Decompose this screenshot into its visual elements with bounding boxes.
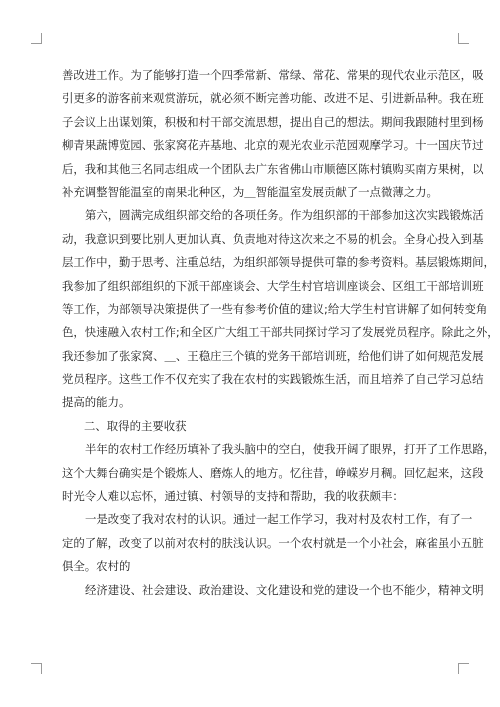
text-line: 我还参加了张家窝、＿、王稳庄三个镇的党务干部培训班，给他们讲了如何规范发展	[62, 348, 484, 363]
text-line: 时光令人难以忘怀，通过镇、村领导的支持和帮助，我的收获颇丰：	[62, 489, 404, 504]
text-line: 定的了解，改变了以前对农村的肤浅认识。一个农村就是一个小社会，麻雀虽小五脏	[62, 535, 484, 550]
text-line: 色，快速融入农村工作;和全区广大组工干部共同探讨学习了发展党员程序。除此之外，	[62, 325, 499, 340]
text-line: 我参加了组织部组织的下派干部座谈会、大学生村官培训座谈会、区组工干部培训班	[62, 278, 484, 293]
section-heading: 二、取得的主要收获	[84, 418, 187, 433]
bottom-left-margin-mark	[31, 663, 42, 674]
top-left-margin-mark	[31, 33, 42, 44]
text-line: 柳青果蔬博览园、张家窝花卉基地、北京的观光农业示范园观摩学习。十一国庆节过	[62, 138, 484, 153]
text-line: 子会议上出谋划策，积极和村干部交流思想，提出自己的想法。期间我跟随村里到杨	[62, 114, 484, 129]
bottom-right-margin-mark	[458, 663, 469, 674]
text-line: 层工作中，勤于思考、注重总结，为组织部领导提供可靠的参考资料。基层锻炼期间，	[62, 255, 495, 270]
paragraph-first-line: 第六，圆满完成组织部交给的各项任务。作为组织部的干部参加这次实践锻炼活	[85, 208, 484, 223]
text-line: 补充调整智能温室的南果北种区，为＿智能温室发展贡献了一点微薄之力。	[62, 184, 438, 199]
top-right-margin-mark	[458, 33, 469, 44]
text-line: 提高的能力。	[62, 395, 131, 410]
document-body	[62, 64, 499, 602]
text-line: 党员程序。这些工作不仅充实了我在农村的实践锻炼生活，而且培养了自己学习总结	[62, 372, 484, 387]
text-line: 这个大舞台确实是个锻炼人、磨炼人的地方。忆往昔，峥嵘岁月稠。回忆起来，这段	[62, 465, 484, 480]
paragraph-first-line: 半年的农村工作经历填补了我头脑中的空白，使我开阔了眼界，打开了工作思路，	[85, 442, 496, 457]
text-line: 等工作，为部领导决策提供了一些有参考价值的建议;给大学生村官讲解了如何转变角	[62, 301, 488, 316]
paragraph-first-line: 经济建设、社会建设、政治建设、文化建设和党的建设一个也不能少，精神文明	[85, 582, 484, 597]
text-line: 俱全。农村的	[62, 559, 131, 574]
text-line: 善改进工作。为了能够打造一个四季常新、常绿、常花、常果的现代农业示范区，吸	[62, 68, 484, 82]
text-line: 后，我和其他三名同志组成一个团队去广东省佛山市顺德区陈村镇购买南方果树，以	[62, 161, 484, 176]
text-line: 引更多的游客前来观赏游玩，就必须不断完善功能、改进不足、引进新品种。我在班	[62, 91, 484, 106]
paragraph-first-line: 一是改变了我对农村的认识。通过一起工作学习，我对村及农村工作，有了一	[85, 512, 473, 527]
text-line: 动，我意识到要比别人更加认真、负责地对待这次来之不易的机会。全身心投入到基	[62, 231, 484, 246]
